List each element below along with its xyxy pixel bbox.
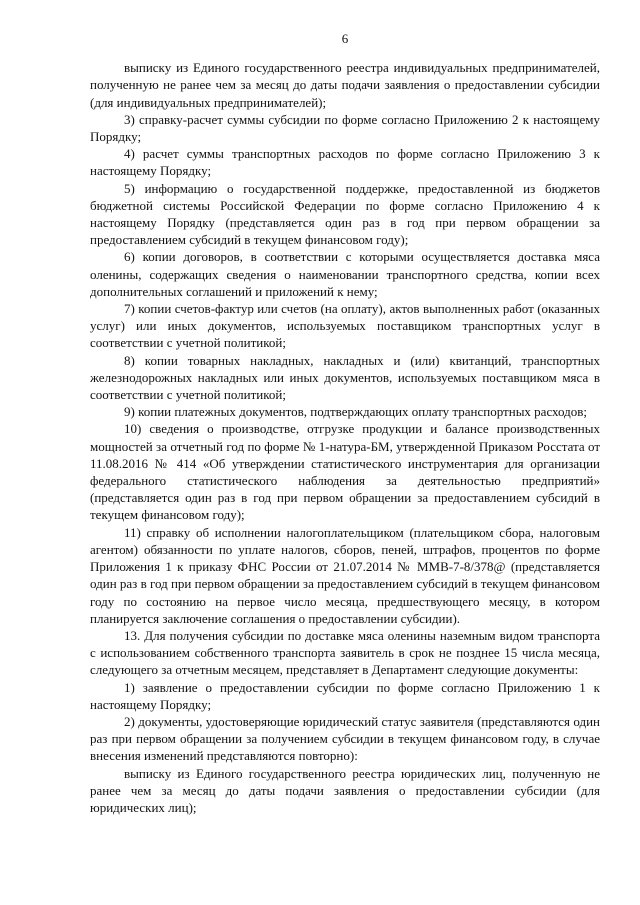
paragraph-13-item-1: 1) заявление о предоставлении субсидии по форме согласно Приложению 1 к настоящему Порядку;: [90, 679, 600, 712]
paragraph-item-4: 4) расчет суммы транспортных расходов по форме согласно Приложению 3 к настоящему Порядку;: [90, 146, 600, 179]
document-body: [90, 59, 600, 816]
paragraph-item-11: 11) справку об исполнении налогоплательщиком (плательщиком сбора, налоговым агентом) обязанности по уплате налогов, сборов, пеней, штрафов, процентов по форме Приложения 1 к приказу ФНС России от 21.07.2014 № ММВ-7-8/378@ (представляется один раз в год при первом обращении за предоставлением субсидий в текущем финансовом году по состоянию на первое число месяца, предшествующего месяцу, в котором планируется заключение соглашения о предоставлении субсидии).: [90, 524, 600, 626]
paragraph-item-5: 5) информацию о государственной поддержке, предоставленной из бюджетов бюджетной системы Российской Федерации по форме согласно Приложению 4 к настоящему Порядку (представляется один раз в год при первом обращении за предоставлением субсидий в текущем финансовом году);: [90, 180, 600, 248]
paragraph-13-item-2: 2) документы, удостоверяющие юридический статус заявителя (представляются один раз при первом обращении за получением субсидии в текущем финансовом году, в случае внесения изменений представляются повторно):: [90, 713, 600, 764]
paragraph-section-13: 13. Для получения субсидии по доставке мяса оленины наземным видом транспорта с использованием собственного транспорта заявитель в срок не позднее 15 числа месяца, следующего за отчетным месяцем, представляет в Департамент следующие документы:: [90, 627, 600, 678]
paragraph-item-7: 7) копии счетов-фактур или счетов (на оплату), актов выполненных работ (оказанных услуг) или иных документов, используемых поставщиком транспортных услуг в соответствии с учетной политикой;: [90, 301, 600, 351]
paragraph-item-6: 6) копии договоров, в соответствии с которыми осуществляется доставка мяса оленины, содержащих сведения о наименовании транспортного средства, копии всех дополнительных соглашений и приложений к нему;: [90, 249, 600, 299]
paragraph-legal-extract: выписку из Единого государственного реестра юридических лиц, полученную не ранее чем за месяц до даты подачи заявления о предоставлении субсидии (для юридических лиц);: [90, 765, 600, 815]
paragraph-item-9: 9) копии платежных документов, подтверждающих оплату транспортных расходов;: [124, 404, 588, 420]
paragraph-item-8: 8) копии товарных накладных, накладных и (или) квитанций, транспортных железнодорожных накладных или иных документов, используемых поставщиком мяса в соответствии с учетной политикой;: [90, 352, 600, 403]
paragraph-item-10: 10) сведения о производстве, отгрузке продукции и балансе производственных мощностей за отчетный год по форме № 1-натура-БМ, утвержденной Приказом Росстата от 11.08.2016 № 414 «Об утверждении статистического инструментария для организации федерального статистического наблюдения за деятельностью предприятий» (представляется один раз в год при первом обращении за предоставлением субсидий в текущем финансовом году);: [90, 421, 600, 523]
paragraph-item-3: 3) справку-расчет суммы субсидии по форме согласно Приложению 2 к настоящему Порядку;: [90, 111, 600, 145]
page-number: 6: [341, 31, 349, 46]
paragraph-ip-extract: выписку из Единого государственного реестра индивидуальных предпринимателей, полученную не ранее чем за месяц до даты подачи заявления о предоставлении субсидии (для индивидуальных предпринимателей);: [90, 60, 600, 110]
